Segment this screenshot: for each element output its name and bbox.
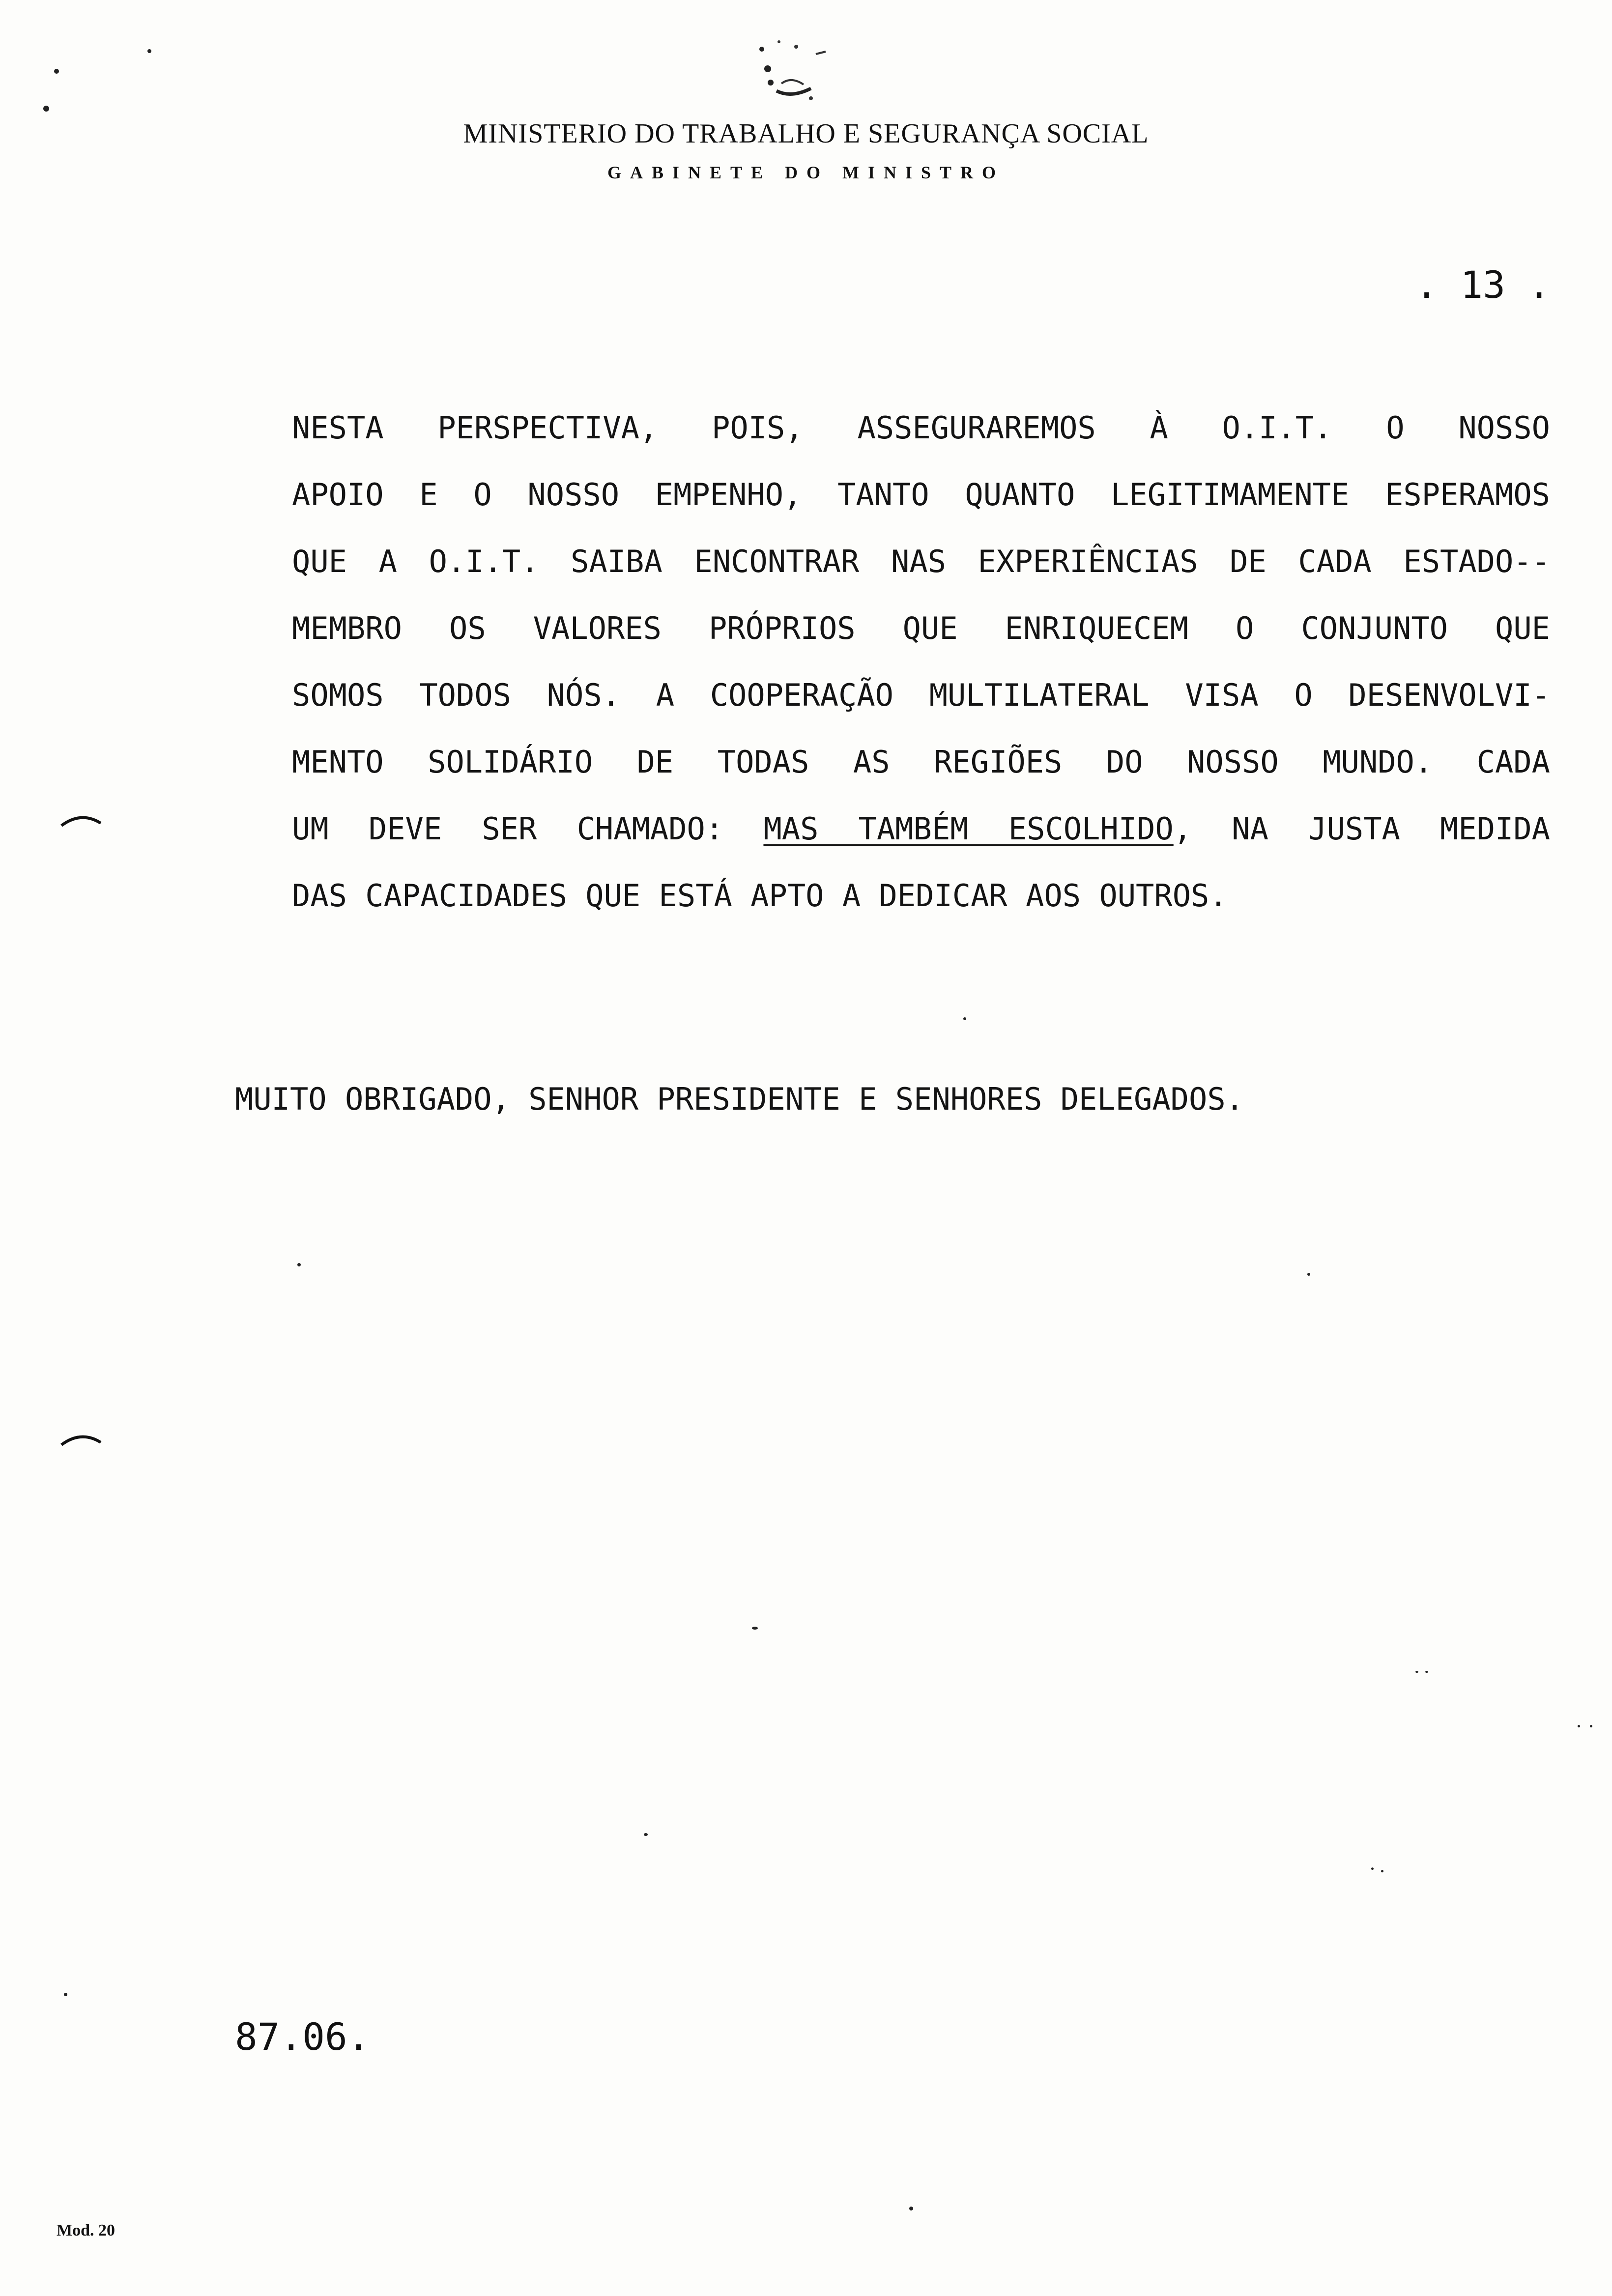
- punch-hole-mark-icon: [59, 1430, 103, 1450]
- paper-speck: [909, 2207, 913, 2210]
- form-model-number: Mod. 20: [57, 2221, 115, 2239]
- closing-line: MUITO OBRIGADO, SENHOR PRESIDENTE E SENHORES DELEGADOS.: [235, 1081, 1244, 1117]
- paragraph-line-6: MENTO SOLIDÁRIO DE TODAS AS REGIÕES DO NOSSO MUNDO. CADA: [292, 744, 1550, 780]
- paper-speck: [43, 106, 49, 112]
- paper-speck: [297, 1263, 301, 1266]
- paper-speck: [1425, 1671, 1428, 1673]
- page-number: . 13 .: [1415, 263, 1551, 307]
- paragraph-line-5: SOMOS TODOS NÓS. A COOPERAÇÃO MULTILATERAL VISA O DESENVOLVI-: [292, 677, 1550, 713]
- paper-speck: [1371, 1867, 1374, 1870]
- paper-speck: [963, 1017, 966, 1020]
- paper-speck: [1590, 1725, 1592, 1727]
- paragraph-line-2: APOIO E O NOSSO EMPENHO, TANTO QUANTO LEGITIMAMENTE ESPERAMOS: [292, 477, 1550, 513]
- paper-speck: [1307, 1273, 1310, 1276]
- cabinet-subheading: GABINETE DO MINISTRO: [607, 163, 1005, 182]
- punch-hole-mark-icon: [59, 811, 103, 831]
- date-code: 87.06.: [235, 2015, 370, 2059]
- paper-speck: [1415, 1671, 1418, 1673]
- paragraph-line-7: [292, 811, 1550, 847]
- paragraph-line-3: QUE A O.I.T. SAIBA ENCONTRAR NAS EXPERIÊNCIAS DE CADA ESTADO--: [292, 544, 1550, 579]
- paper-speck: [147, 49, 151, 53]
- line7-after: , NA JUSTA MEDIDA: [1173, 811, 1550, 847]
- paper-speck: [752, 1627, 758, 1630]
- paper-speck: [1381, 1870, 1383, 1872]
- paper-speck: [644, 1833, 648, 1836]
- paragraph-line-4: MEMBRO OS VALORES PRÓPRIOS QUE ENRIQUECEM O CONJUNTO QUE: [292, 610, 1550, 646]
- paper-speck: [54, 69, 59, 74]
- underlined-phrase: MAS TAMBÉM ESCOLHIDO: [763, 811, 1174, 847]
- paper-speck: [64, 1993, 67, 1996]
- paragraph-line-1: NESTA PERSPECTIVA, POIS, ASSEGURAREMOS À O.I.T. O NOSSO: [292, 410, 1550, 446]
- paper-speck: [1578, 1725, 1580, 1727]
- line7-before: UM DEVE SER CHAMADO:: [292, 811, 724, 847]
- ministry-heading: MINISTERIO DO TRABALHO E SEGURANÇA SOCIAL: [463, 118, 1149, 149]
- paragraph-line-8: DAS CAPACIDADES QUE ESTÁ APTO A DEDICAR AOS OUTROS.: [292, 878, 1228, 914]
- coat-of-arms-icon: [742, 29, 840, 113]
